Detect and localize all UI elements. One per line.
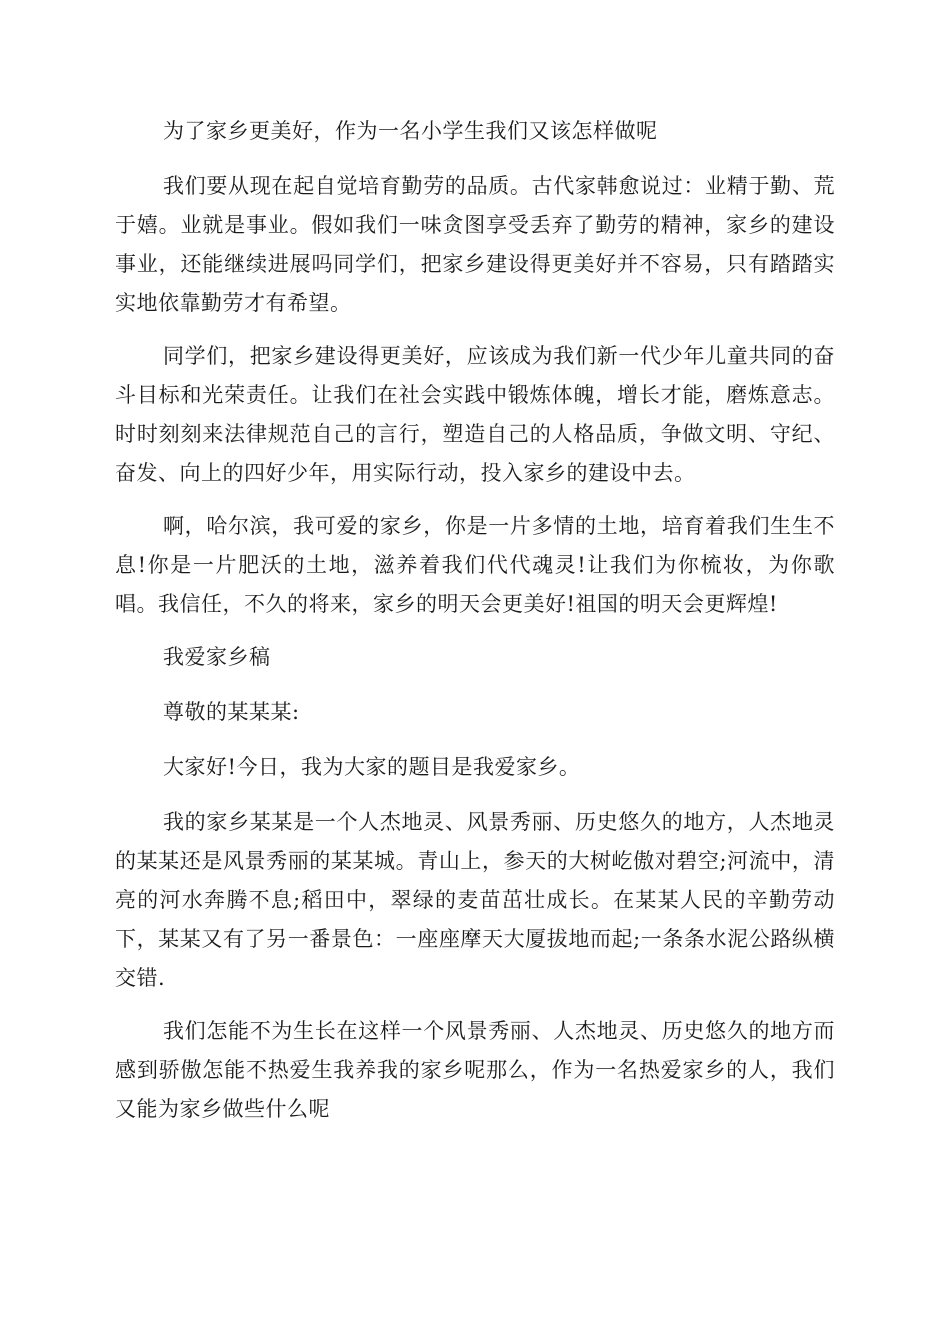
paragraph-intro-question: 为了家乡更美好，作为一名小学生我们又该怎样做呢	[163, 119, 658, 143]
paragraph-harbin: 啊，哈尔滨，我可爱的家乡，你是一片多情的土地，培育着我们生生不息!你是一片肥沃的土地，滋养着我们代代魂灵!让我们为你梳妆，为你歌唱。我信任，不久的将来，家乡的明天会更美好!祖国的明天会更辉煌!	[115, 514, 835, 616]
section-title: 我爱家乡稿	[163, 645, 271, 669]
document-body	[115, 112, 835, 1143]
paragraph-hometown-description: 我的家乡某某是一个人杰地灵、风景秀丽、历史悠久的地方，人杰地灵的某某还是风景秀丽的某某城。青山上，参天的大树屹傲对碧空;河流中，清亮的河水奔腾不息;稻田中，翠绿的麦苗茁壮成长。在某某人民的辛勤劳动下，某某又有了另一番景色：一座座摩天大厦拔地而起;一条条水泥公路纵横交错.	[115, 810, 835, 990]
paragraph-responsibility: 同学们，把家乡建设得更美好，应该成为我们新一代少年儿童共同的奋斗目标和光荣责任。让我们在社会实践中锻炼体魄，增长才能，磨炼意志。时时刻刻来法律规范自己的言行，塑造自己的人格品质，争做文明、守纪、奋发、向上的四好少年，用实际行动，投入家乡的建设中去。	[115, 344, 835, 485]
salutation: 尊敬的某某某:	[163, 700, 300, 724]
paragraph-diligence: 我们要从现在起自觉培育勤劳的品质。古代家韩愈说过：业精于勤、荒于嬉。业就是事业。假如我们一味贪图享受丢弃了勤劳的精神，家乡的建设事业，还能继续进展吗同学们，把家乡建设得更美好并不容易，只有踏踏实实地依靠勤劳才有希望。	[115, 174, 835, 315]
paragraph-closing-question: 我们怎能不为生长在这样一个风景秀丽、人杰地灵、历史悠久的地方而感到骄傲怎能不热爱生我养我的家乡呢那么，作为一名热爱家乡的人，我们又能为家乡做些什么呢	[115, 1019, 835, 1121]
greeting: 大家好!今日，我为大家的题目是我爱家乡。	[163, 755, 581, 779]
